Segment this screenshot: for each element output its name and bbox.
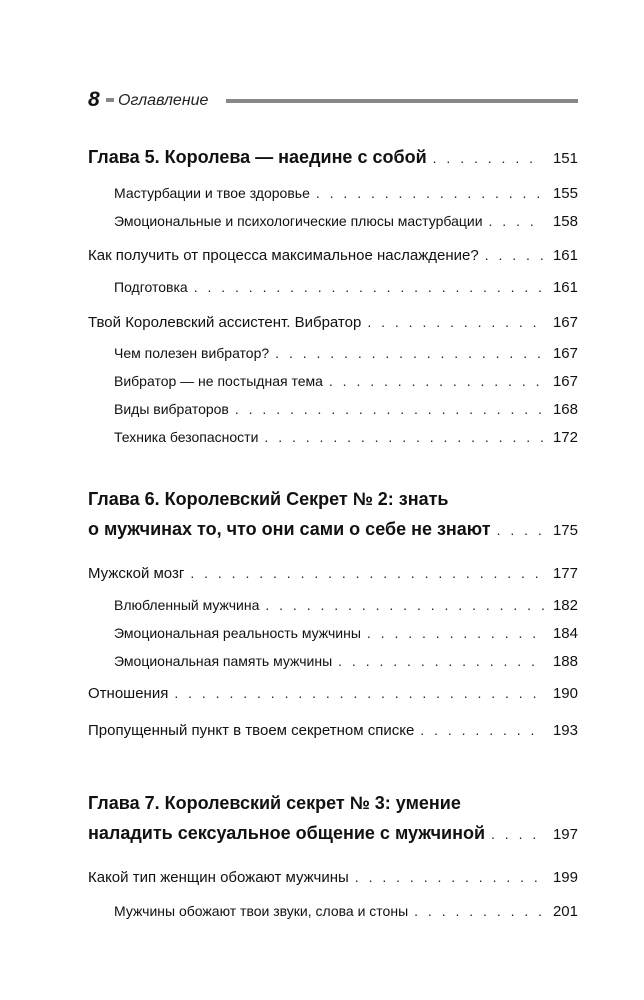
toc-leader-dots (265, 595, 544, 615)
toc-leader-dots (420, 720, 544, 740)
toc-page-number: 193 (552, 722, 578, 739)
page-number: 8 (88, 88, 100, 111)
toc-page-number: 161 (552, 247, 578, 264)
toc-leader-dots (316, 183, 544, 203)
toc-page-number: 184 (552, 625, 578, 642)
toc-entry-title: Влюбленный мужчина (114, 597, 260, 613)
toc-page-number: 199 (552, 869, 578, 886)
toc-leader-dots (491, 822, 544, 846)
toc-page-number: 167 (552, 345, 578, 362)
toc-entry-title: Техника безопасности (114, 429, 259, 445)
toc-entry[interactable] (114, 901, 578, 922)
toc-entry-title: Мужчины обожают твои звуки, слова и стоны (114, 903, 409, 919)
header-title: Оглавление (118, 92, 209, 109)
toc-entry-title: Эмоциональная реальность мужчины (114, 625, 361, 641)
toc-page-number: 172 (552, 429, 578, 446)
toc-leader-dots (264, 427, 544, 447)
toc-page-number: 190 (552, 685, 578, 702)
toc-entry-title: Мастурбации и твое здоровье (114, 185, 310, 201)
toc-entry[interactable] (114, 183, 578, 204)
toc-entry[interactable] (114, 651, 578, 672)
toc-entry-title: Отношения (88, 685, 169, 702)
toc-entry[interactable] (88, 312, 578, 333)
toc-chapter-7-line1[interactable]: Глава 7. Королевский секрет № 3: умение (88, 793, 461, 813)
toc-entry-title: Эмоциональные и психологические плюсы мастурбации (114, 213, 483, 229)
toc-entry-title: Виды вибраторов (114, 401, 229, 417)
toc-leader-dots (194, 277, 544, 297)
toc-chapter-title: о мужчинах то, что они сами о себе не знают (88, 519, 491, 539)
toc-page-number: 158 (552, 213, 578, 230)
toc-chapter-6[interactable] (88, 517, 578, 543)
toc-entry[interactable] (114, 399, 578, 420)
toc-leader-dots (355, 867, 544, 887)
toc-leader-dots (414, 901, 544, 921)
toc-leader-dots (485, 245, 544, 265)
toc-entry[interactable] (114, 427, 578, 448)
toc-entry[interactable] (114, 371, 578, 392)
toc-entry-title: Как получить от процесса максимальное наслаждение? (88, 247, 479, 264)
toc-leader-dots (190, 563, 544, 583)
toc-leader-dots (367, 312, 544, 332)
toc-page-number: 161 (552, 279, 578, 296)
toc-entry-title: Пропущенный пункт в твоем секретном списке (88, 722, 415, 739)
toc-entry-title: Эмоциональная память мужчины (114, 653, 333, 669)
toc-page-number: 155 (552, 185, 578, 202)
toc-leader-dots (433, 146, 544, 170)
toc-entry[interactable] (88, 720, 578, 741)
toc-leader-dots (275, 343, 544, 363)
toc-page-number: 197 (552, 826, 578, 843)
toc-chapter-title: наладить сексуальное общение с мужчиной (88, 823, 486, 843)
toc-leader-dots (338, 651, 544, 671)
toc-page-number: 168 (552, 401, 578, 418)
toc-entry-title: Вибратор — не постыдная тема (114, 373, 323, 389)
toc-page-number: 177 (552, 565, 578, 582)
toc-entry-title: Твой Королевский ассистент. Вибратор (88, 314, 362, 331)
toc-page-number: 201 (552, 903, 578, 920)
toc-entry[interactable] (88, 563, 578, 584)
toc-page-number: 175 (552, 522, 578, 539)
toc-page-number: 182 (552, 597, 578, 614)
toc-chapter-5[interactable] (88, 145, 578, 171)
toc-page-number: 188 (552, 653, 578, 670)
toc-entry[interactable] (88, 683, 578, 704)
toc-page-number: 151 (552, 150, 578, 167)
toc-leader-dots (497, 518, 544, 542)
toc-entry[interactable] (114, 277, 578, 298)
toc-entry-title: Мужской мозг (88, 565, 185, 582)
toc-leader-dots (489, 211, 544, 231)
toc-entry[interactable] (114, 595, 578, 616)
toc-entry-title: Чем полезен вибратор? (114, 345, 270, 361)
toc-entry[interactable] (114, 211, 578, 232)
toc-entry[interactable] (88, 245, 578, 266)
toc-leader-dots (329, 371, 544, 391)
toc-chapter-title: Глава 5. Королева — наедине с собой (88, 147, 427, 167)
toc-leader-dots (174, 683, 544, 703)
toc-page-number: 167 (552, 314, 578, 331)
toc-page-number: 167 (552, 373, 578, 390)
toc-leader-dots (367, 623, 544, 643)
toc-leader-dots (235, 399, 544, 419)
toc-chapter-6-line1[interactable]: Глава 6. Королевский Секрет № 2: знать (88, 489, 449, 509)
toc-entry[interactable] (88, 867, 578, 888)
toc-entry-title: Какой тип женщин обожают мужчины (88, 869, 349, 886)
toc-entry[interactable] (114, 343, 578, 364)
toc-chapter-7[interactable] (88, 821, 578, 847)
toc-entry[interactable] (114, 623, 578, 644)
toc-entry-title: Подготовка (114, 279, 188, 295)
